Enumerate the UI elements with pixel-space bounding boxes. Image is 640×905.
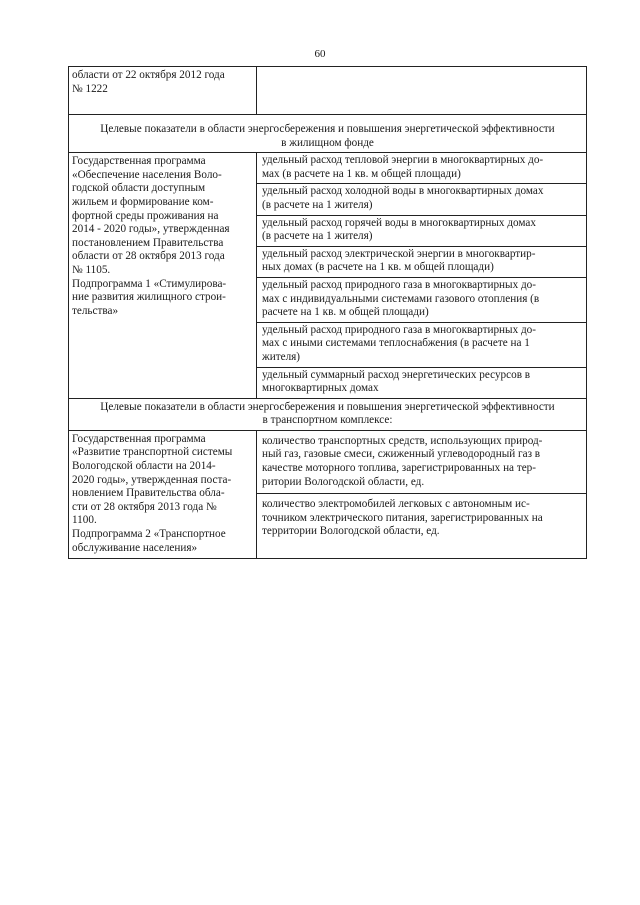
table-row-housing xyxy=(69,153,587,399)
indicator-item: удельный расход природного газа в многоквартирных до- мах с иными системами теплоснабжения (в расчете на 1 жителя) xyxy=(257,323,586,368)
table-row-transport xyxy=(69,431,587,559)
section-header-housing: Целевые показатели в области энергосбережения и повышения энергетической эффективности в жилищном фонде xyxy=(69,115,587,153)
program-cell-housing: Государственная программа «Обеспечение населения Воло- годской области доступным жильем и формирование ком- фортной среды проживания на 2014 - 2020 годы», утвержденная постановлением Правительства области от 28 октября 2013 года № 1105. Подпрограмма 1 «Стимулирова- ние развития жилищного строи- тельства» xyxy=(69,153,257,398)
program-cell-transport: Государственная программа «Развитие транспортной системы Вологодской области на 2014- 2020 годы», утвержденная поста- новлением Правительства обла- сти от 28 октября 2013 года № 1100. Подпрограмма 2 «Транспортное обслуживание населения» xyxy=(69,431,257,558)
indicator-item: удельный расход холодной воды в многоквартирных домах (в расчете на 1 жителя) xyxy=(257,184,586,215)
indicator-item: количество электромобилей легковых с автономным ис- точником электрического питания, зарегистрированных на территории Вологодской области, ед. xyxy=(262,498,543,538)
section-header-transport: Целевые показатели в области энергосбережения и повышения энергетической эффективности в транспортном комплексе: xyxy=(69,399,587,431)
indicator-item: удельный расход электрической энергии в многоквартир- ных домах (в расчете на 1 кв. м общей площади) xyxy=(257,247,586,278)
indicators-table xyxy=(68,66,587,559)
indicator-item: удельный расход горячей воды в многоквартирных домах (в расчете на 1 жителя) xyxy=(257,216,586,247)
prev-indicator-cell xyxy=(257,67,587,114)
prev-program-cell: области от 22 октября 2012 года № 1222 xyxy=(69,67,257,114)
indicator-item: удельный расход природного газа в многоквартирных до- мах с индивидуальными системами газового отопления (в расчете на 1 кв. м общей площади) xyxy=(257,278,586,323)
table-row-continuation xyxy=(69,67,587,115)
indicator-item: удельный расход тепловой энергии в многоквартирных до- мах (в расчете на 1 кв. м общей площади) xyxy=(257,153,586,184)
indicator-item: количество транспортных средств, использующих природ- ный газ, газовые смеси, сжиженный углеводородный газ в качестве моторного топлива, зарегистрированных на тер- ритории Вологодской области, ед. xyxy=(257,431,586,494)
indicators-cell-housing xyxy=(257,153,587,398)
indicator-item: удельный суммарный расход энергетических ресурсов в многоквартирных домах xyxy=(262,368,531,395)
indicators-cell-transport xyxy=(257,431,587,558)
page-number: 60 xyxy=(314,48,326,60)
